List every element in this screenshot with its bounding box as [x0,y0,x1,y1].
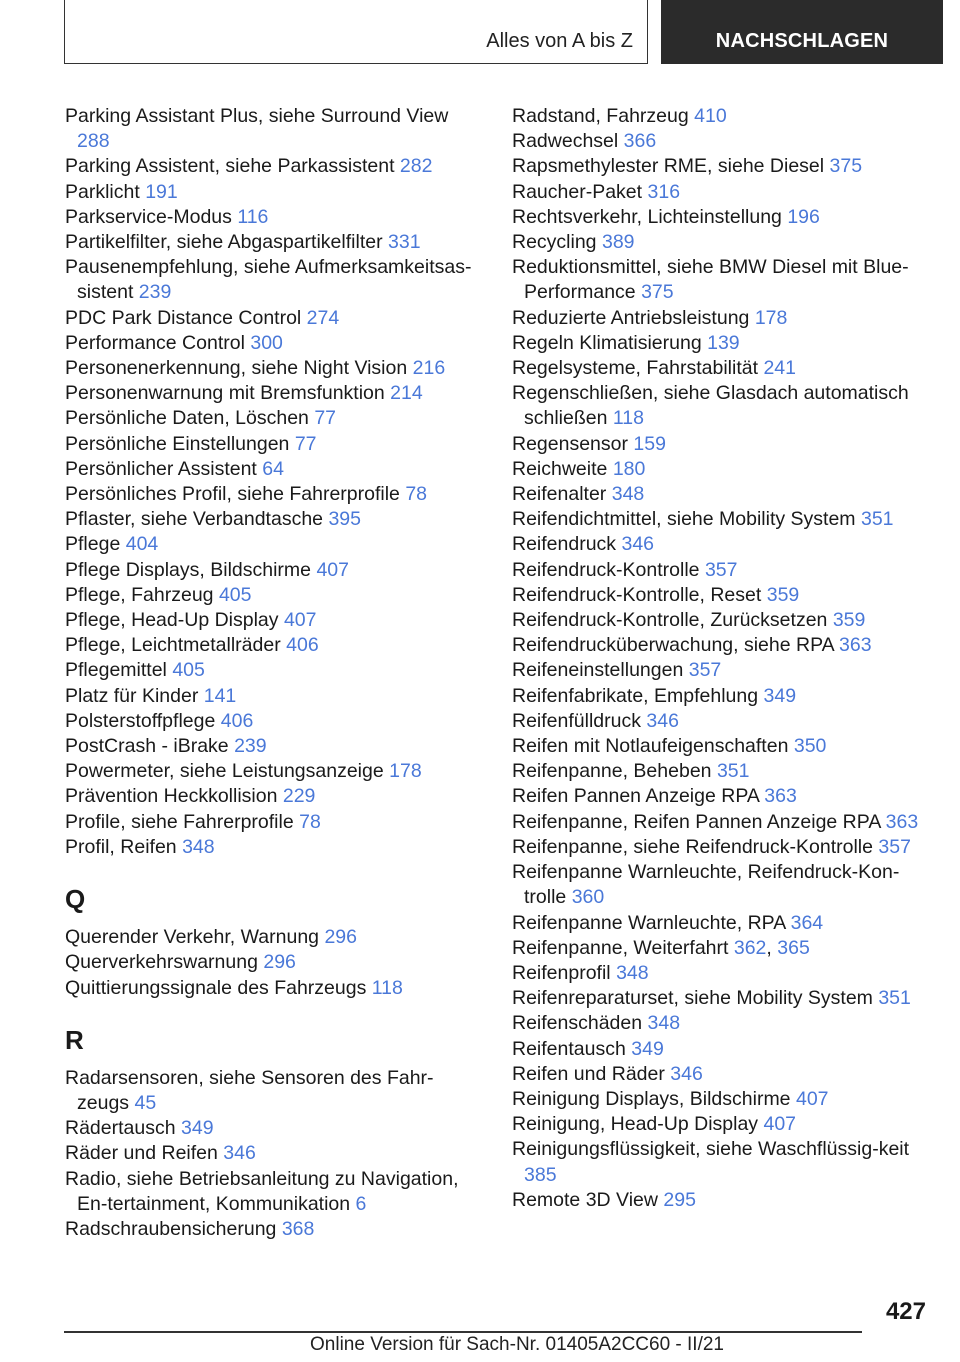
header-chapter-box [661,0,943,64]
index-entry [65,583,485,608]
page-reference-link[interactable]: 296 [263,951,296,974]
index-entry [65,532,485,557]
index-entry-text: Reifenpanne, Weiterfahrt [512,936,729,959]
index-entry-text: Regelsysteme, Fahrstabilität [512,357,759,380]
page-reference-link[interactable]: 359 [766,583,800,606]
index-entry [65,457,485,482]
index-entry [65,734,485,759]
index-entry [65,976,485,1001]
page-reference-link[interactable]: 180 [612,457,646,480]
page-reference-link[interactable]: 288 [77,130,110,153]
index-entry-text: Reduktionsmittel, siehe BMW Diesel mit Blue-Performance [512,256,909,304]
index-entry-text: Reifenschäden [512,1012,643,1035]
index-entry-text: Platz für Kinder [65,684,199,707]
index-entry-text: Querender Verkehr, Warnung [65,926,320,949]
index-entry [512,1112,932,1137]
page-reference-link[interactable]: 406 [220,709,254,732]
index-entry [65,154,485,179]
page-reference-link[interactable]: 214 [390,382,423,405]
page-reference-link[interactable]: 229 [282,785,316,808]
page-reference-link[interactable]: 363 [885,810,919,833]
index-entry-text: Personenerkennung, siehe Night Vision [65,357,408,380]
page-reference-link[interactable]: 348 [616,961,649,984]
index-entry-text: Parking Assistant Plus, siehe Surround View [65,105,449,127]
index-entry-text: Persönliches Profil, siehe Fahrerprofile [65,483,400,506]
page-reference-link[interactable]: 362 [733,936,767,959]
page-reference-link[interactable]: 296 [324,926,357,949]
index-entry-text: Radschraubensicherung [65,1217,277,1240]
index-entry [512,860,932,910]
index-entry-text: Recycling [512,231,597,254]
page-reference-link[interactable]: 385 [524,1163,557,1186]
index-entry [512,1062,932,1087]
page-reference-link[interactable]: 178 [754,306,788,329]
page-reference-link[interactable]: 359 [832,609,866,632]
index-entry [512,1037,932,1062]
index-entry [65,1141,485,1166]
page-reference-link[interactable]: 405 [218,583,252,606]
page-reference-link[interactable]: 365 [777,936,810,959]
index-entry-text: Profil, Reifen [65,835,177,858]
page-reference-link[interactable]: 410 [694,105,727,127]
index-entry [512,306,932,331]
index-entry-text: Reinigung, Head-Up Display [512,1113,759,1136]
index-entry-text: Reifen Pannen Anzeige RPA [512,785,759,808]
index-entry-text: Reifendruck-Kontrolle, Reset [512,583,762,606]
index-entry [65,1066,485,1116]
index-entry-text: Pflege [65,533,121,556]
page-reference-link[interactable]: 375 [829,155,863,178]
index-entry-text: Performance Control [65,331,245,354]
index-entry-text: Parking Assistent, siehe Parkassistent [65,155,395,178]
index-entry-text: Reifendruck-Kontrolle [512,558,700,581]
index-entry-text: Querverkehrswarnung [65,951,258,974]
page-reference-link[interactable]: 357 [878,835,911,858]
index-entry [65,658,485,683]
page-reference-link[interactable]: 64 [262,457,284,480]
index-entry [65,810,485,835]
index-entry-text: Regeln Klimatisierung [512,331,702,354]
index-entry [512,1087,932,1112]
page-reference-link[interactable]: 364 [790,911,824,934]
index-entry [65,608,485,633]
index-entry-text: Reifenpanne, siehe Reifendruck-Kontrolle [512,835,873,858]
page-reference-link[interactable]: 77 [294,432,317,455]
index-entry-text: Reichweite [512,457,608,480]
index-entry-text: Reinigung Displays, Bildschirme [512,1087,791,1110]
footer-version-note: Online Version für Sach-Nr. 01405A2CC60 - II/21 [310,1334,725,1355]
index-entry-text: Reifenpanne, Reifen Pannen Anzeige RPA [512,810,881,833]
index-entry [65,784,485,809]
index-entry [512,608,932,633]
index-entry-text: Radstand, Fahrzeug [512,105,689,127]
page-reference-link[interactable]: 346 [223,1142,256,1165]
index-entry [512,331,932,356]
page-number: 427 [885,1298,926,1325]
header-chapter-title: NACHSCHLAGEN [715,30,889,52]
index-entry-text: Pflege, Leichtmetallräder [65,634,281,657]
index-column-right [512,104,932,1213]
index-entry [65,633,485,658]
index-entry [512,356,932,381]
index-entry [512,835,932,860]
page-reference-link[interactable]: 348 [647,1012,681,1035]
index-entry [65,432,485,457]
index-entry-text: Radwechsel [512,130,619,153]
header-section-title: Alles von A bis Z [486,30,633,52]
page-reference-link[interactable]: 159 [633,432,666,455]
index-entry [512,129,932,154]
index-entry [65,507,485,532]
index-entry [512,104,932,129]
page-reference-link[interactable]: 316 [647,180,681,203]
page-reference-link[interactable]: 274 [306,306,340,329]
index-entry [65,835,485,860]
index-entry [512,1137,932,1187]
index-entry-text: Reduzierte Antriebsleistung [512,306,750,329]
index-entry [65,1167,485,1217]
index-entry-text: Reifendichtmittel, siehe Mobility System [512,508,856,531]
page-reference-link[interactable]: 191 [145,180,178,203]
page-reference-link[interactable]: 6 [355,1192,367,1215]
index-entry-text: Pflaster, siehe Verbandtasche [65,508,324,531]
index-entry-text: Reifen mit Notlaufeigenschaften [512,735,789,758]
page-reference-link[interactable]: 349 [181,1117,214,1140]
page-reference-link[interactable]: 407 [316,558,349,581]
page-reference-link[interactable]: 357 [688,659,722,682]
index-column-left [65,104,485,1242]
page-reference-link[interactable]: 295 [663,1188,696,1211]
page-reference-link[interactable]: 78 [299,810,321,833]
index-entry-text: Rapsmethylester RME, siehe Diesel [512,155,825,178]
page-reference-link[interactable]: 389 [601,231,635,254]
page-reference-link[interactable]: 239 [138,281,172,304]
page-reference-link[interactable]: 346 [670,1062,703,1085]
index-entry [65,1217,485,1242]
index-entry [512,154,932,179]
page-reference-link[interactable]: 216 [412,357,446,380]
index-entry-text: Persönliche Einstellungen [65,432,290,455]
index-entry [512,532,932,557]
page-reference-link[interactable]: 346 [646,709,679,732]
index-entry-text: Reifendruck [512,533,617,556]
index-entry-text: Persönlicher Assistent [65,457,257,480]
index-entry [65,104,485,154]
index-entry-text: Prävention Heckkollision [65,785,278,808]
page-reference-link[interactable]: 407 [283,609,317,632]
index-entry [512,961,932,986]
page-reference-link[interactable]: 139 [707,331,740,354]
index-entry [512,658,932,683]
page-reference-link[interactable]: 118 [612,407,644,430]
index-entry [65,925,485,950]
page-reference-link[interactable]: 357 [704,558,738,581]
index-entry [512,810,932,835]
index-entry-text: Reifenpanne, Beheben [512,760,712,783]
index-entry-text: Reifenfabrikate, Empfehlung [512,684,759,707]
page-reference-link[interactable]: 348 [182,835,215,858]
page-reference-link[interactable]: 351 [860,508,894,531]
page-reference-link[interactable]: 282 [399,155,433,178]
page-reference-link[interactable]: 351 [878,987,911,1010]
page-reference-link[interactable]: 375 [641,281,674,304]
index-entry-text: PDC Park Distance Control [65,306,302,329]
index-entry-text: Reifenpanne Warnleuchte, RPA [512,911,786,934]
index-entry-text: Pflege, Head-Up Display [65,609,279,632]
index-entry-text: Parklicht [65,180,140,203]
page-reference-link[interactable]: 366 [623,130,657,153]
page-reference-link[interactable]: 395 [328,508,361,531]
index-entry [512,432,932,457]
index-entry [65,180,485,205]
index-entry-text: Parkservice-Modus [65,205,232,228]
index-entry-text: Profile, siehe Fahrerprofile [65,810,294,833]
index-entry-text: Reifendrucküberwachung, siehe RPA [512,634,834,657]
page-reference-link[interactable]: 77 [314,407,337,430]
index-letter-heading: Q [65,884,86,915]
index-entry [65,306,485,331]
index-entry-text: Reifenprofil [512,961,611,984]
page-reference-link[interactable]: 141 [203,684,237,707]
page-reference-link[interactable]: 349 [631,1037,664,1060]
index-entry-text: Reifenpanne Warnleuchte, Reifendruck-Kon-trolle [512,861,900,909]
page-reference-link[interactable]: 405 [172,659,205,682]
index-entry-text: Regensensor [512,432,628,455]
index-entry [512,1188,932,1213]
index-entry [65,205,485,230]
page-reference-link[interactable]: 406 [286,634,319,657]
index-entry [512,558,932,583]
page-reference-link[interactable]: 331 [388,231,421,254]
index-entry [512,583,932,608]
index-entry-text: Quittierungssignale des Fahrzeugs [65,976,367,999]
footer-divider [64,1331,862,1333]
index-entry [512,1011,932,1036]
index-entry [512,684,932,709]
index-entry [512,482,932,507]
index-entry [512,230,932,255]
page-reference-link[interactable]: 363 [839,634,872,657]
page-reference-link[interactable]: 346 [621,533,655,556]
index-entry-text: Räder und Reifen [65,1142,218,1165]
index-entry-text: Reifeneinstellungen [512,659,684,682]
index-entry [512,457,932,482]
index-entry [65,255,485,305]
page-reference-link[interactable]: 118 [371,976,403,999]
index-entry-text: Regenschließen, siehe Glasdach automatisch schließen [512,382,909,430]
page-reference-link[interactable]: 300 [250,331,283,354]
index-entry-text: Reinigungsflüssigkeit, siehe Waschflüssig-keit [512,1138,910,1161]
page-reference-link[interactable]: 407 [795,1087,829,1110]
page-reference-link[interactable]: 407 [763,1113,797,1136]
header-section-box [64,0,648,64]
index-entry [512,255,932,305]
page-reference-link[interactable]: 241 [763,357,796,380]
page-reference-link[interactable]: 404 [125,533,159,556]
index-entry-text: Rädertausch [65,1117,176,1140]
index-entry-text: PostCrash - iBrake [65,735,229,758]
index-entry [65,381,485,406]
index-entry-text: Radarsensoren, siehe Sensoren des Fahr-zeugs [65,1066,434,1114]
index-entry [65,759,485,784]
index-entry-text: Radio, siehe Betriebsanleitung zu Navigation, En-tertainment, Kommunikation [65,1167,459,1215]
index-entry [512,180,932,205]
index-entry: Reifenpanne, Weiterfahrt 362, 365 [512,936,810,959]
index-entry [65,558,485,583]
page-reference-link[interactable]: 239 [234,735,267,758]
index-entry [65,950,485,975]
index-entry-text: Polsterstoffpflege [65,709,216,732]
index-entry-text: Personenwarnung mit Bremsfunktion [65,382,385,405]
page-reference-link[interactable]: 363 [764,785,797,808]
index-entry [65,356,485,381]
page-reference-link[interactable]: 349 [763,684,797,707]
index-entry-text: Pflegemittel [65,659,167,682]
page-reference-link[interactable]: 196 [787,205,820,228]
index-entry-text: Reifenalter [512,483,607,506]
index-entry-text: Rechtsverkehr, Lichteinstellung [512,205,782,228]
page-reference-link[interactable]: 178 [389,760,422,783]
index-entry-text: Reifendruck-Kontrolle, Zurücksetzen [512,609,828,632]
index-entry [65,709,485,734]
index-entry [512,734,932,759]
index-entry-text: Remote 3D View [512,1188,658,1211]
page-reference-link[interactable]: 78 [405,483,428,506]
index-entry-text: Powermeter, siehe Leistungsanzeige [65,760,384,783]
index-entry-text: Reifenreparaturset, siehe Mobility System [512,987,873,1010]
index-entry [512,911,932,936]
index-entry-text: Pflege Displays, Bildschirme [65,558,312,581]
index-entry [512,633,932,658]
index-entry-text: Raucher-Paket [512,180,643,203]
index-entry-text: Pausenempfehlung, siehe Aufmerksamkeitsas-sistent [65,256,472,304]
index-entry [512,986,932,1011]
index-entry-text: Reifenfülldruck [512,709,641,732]
index-entry [65,230,485,255]
index-entry-text: Partikelfilter, siehe Abgaspartikelfilter [65,231,383,254]
page-reference-link[interactable]: 116 [237,205,269,228]
page-reference-link[interactable]: 351 [716,760,750,783]
index-entry [65,684,485,709]
index-entry [512,709,932,734]
index-entry [65,482,485,507]
index-entry [512,784,932,809]
index-entry [512,759,932,784]
index-entry-text: Persönliche Daten, Löschen [65,407,309,430]
page-reference-link[interactable]: 350 [793,735,827,758]
index-entry [512,205,932,230]
index-entry-text: Reifen und Räder [512,1062,665,1085]
index-entry [65,331,485,356]
page-reference-link[interactable]: 348 [611,483,645,506]
index-entry [65,406,485,431]
page-reference-link[interactable]: 45 [134,1091,157,1114]
index-letter-heading: R [65,1024,84,1055]
index-entry-text: Reifentausch [512,1037,626,1060]
index-entry [512,381,932,431]
index-entry [65,1116,485,1141]
page-reference-link[interactable]: 368 [281,1217,315,1240]
index-entry-text: Pflege, Fahrzeug [65,583,214,606]
index-entry [512,507,932,532]
page-reference-link[interactable]: 360 [571,886,605,909]
